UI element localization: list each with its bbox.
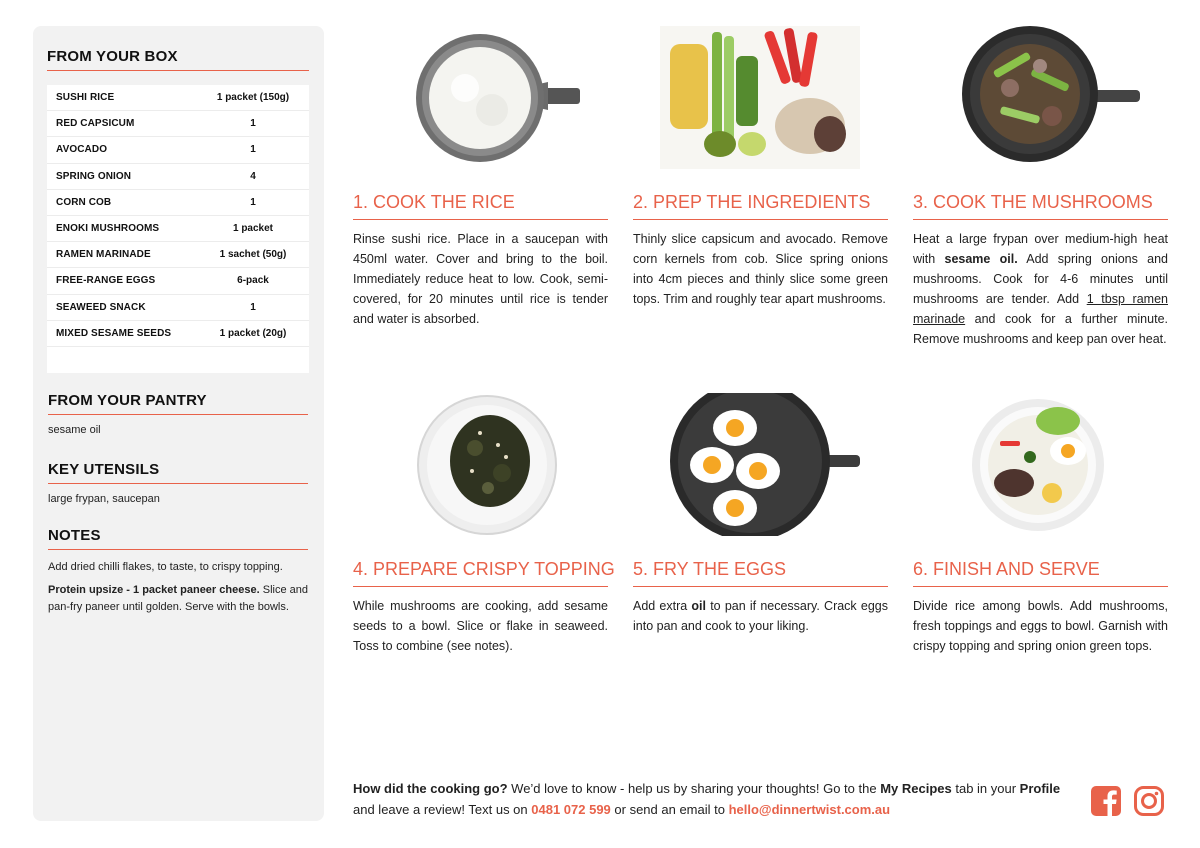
pantry-items: sesame oil (48, 424, 101, 436)
ingredient-name: SEAWEED SNACK (56, 301, 146, 313)
ingredient-quantity: 4 (250, 170, 256, 182)
ingredient-row (47, 242, 309, 268)
text-segment: Rinse sushi rice. Place in a saucepan with 450ml water. Cover and bring to the boil. Immediately reduce heat to low. Cook, semi-covered, for 20 minutes until rice is tender and water is absorbed. (353, 232, 608, 326)
ingredient-row (47, 137, 309, 163)
text-segment: Add extra (633, 599, 692, 613)
ingredient-quantity: 6-pack (237, 275, 269, 287)
ingredient-name: SPRING ONION (56, 170, 132, 182)
step-5-text (633, 596, 888, 636)
from-your-box-title: FROM YOUR BOX (47, 48, 309, 71)
ingredient-quantity: 1 packet (232, 223, 274, 235)
ingredient-row (47, 85, 309, 111)
text-segment: or send an email to (610, 802, 729, 817)
text-segment: oil (691, 599, 707, 613)
text-segment: and cook for a further minute. Remove mushrooms and keep pan over heat. (913, 312, 1168, 346)
ingredient-name: ENOKI MUSHROOMS (56, 223, 160, 235)
note-chilli: Add dried chilli flakes, to taste, to crispy topping. (48, 561, 283, 573)
ingredient-quantity: 1 packet (20g) (219, 327, 287, 339)
text-segment: Thinly slice capsicum and avocado. Remove corn kernels from cob. Slice spring onions into 4cm pieces and thinly slice some green tops. Trim and roughly tear apart mushrooms. (633, 232, 888, 306)
step-3-text (913, 229, 1168, 349)
feedback-footer (353, 778, 1078, 820)
ingredient-name: MIXED SESAME SEEDS (56, 327, 172, 339)
ingredient-quantity: 1 sachet (50g) (219, 249, 287, 261)
ingredient-row (47, 111, 309, 137)
ingredient-row (47, 268, 309, 294)
step-4-title: 4. PREPARE CRISPY TOPPING (353, 559, 608, 587)
ingredients-table (47, 85, 309, 373)
step-3-title: 3. COOK THE MUSHROOMS (913, 192, 1168, 220)
ingredient-quantity: 1 (250, 196, 256, 208)
finished-bowl-image (940, 393, 1140, 536)
ingredient-row (47, 190, 309, 216)
ingredient-name: FREE-RANGE EGGS (56, 275, 156, 287)
step-2-title: 2. PREP THE INGREDIENTS (633, 192, 888, 220)
note-protein-heading: Protein upsize - 1 packet paneer cheese. (48, 584, 260, 596)
text-segment: How did the cooking go? (353, 781, 508, 796)
ingredient-name: CORN COB (56, 196, 112, 208)
rice-in-saucepan-image (380, 26, 580, 169)
mushrooms-in-frypan-image (940, 26, 1140, 169)
step-2-text (633, 229, 888, 309)
text-segment: Add spring onions and mushrooms. Cook for 4-6 minutes until mushrooms are tender. Add (913, 252, 1169, 306)
text-segment: 1 tbsp ramen marinade (913, 292, 1168, 326)
ingredient-quantity: 1 (250, 144, 256, 156)
note-protein-upsize (48, 582, 308, 616)
key-utensils-title: KEY UTENSILS (48, 461, 308, 484)
text-segment: While mushrooms are cooking, add sesame seeds to a bowl. Slice or flake in seaweed. Toss to combine (see notes). (353, 599, 608, 653)
step-6-text (913, 596, 1168, 656)
contact-link[interactable]: hello@dinnertwist.com.au (728, 802, 891, 817)
instagram-icon[interactable] (1133, 785, 1165, 817)
text-segment: to pan if necessary. Crack eggs into pan and cook to your liking. (633, 599, 888, 633)
seaweed-topping-bowl-image (380, 393, 580, 536)
text-segment: and leave a review! Text us on (353, 802, 532, 817)
text-segment: sesame oil. (944, 252, 1018, 266)
ingredient-quantity: 1 (250, 118, 256, 130)
ingredient-row (47, 216, 309, 242)
step-1-title: 1. COOK THE RICE (353, 192, 608, 220)
utensils-list: large frypan, saucepan (48, 493, 160, 505)
text-segment: My Recipes (880, 781, 952, 796)
note-protein-text: Slice and pan-fry paneer until golden. Serve with the bowls. (48, 584, 309, 613)
text-segment: Profile (1019, 781, 1061, 796)
ingredient-row (47, 321, 309, 347)
step-4-text (353, 596, 608, 656)
ingredient-row (47, 295, 309, 321)
sidebar (33, 26, 324, 821)
contact-link[interactable]: 0481 072 599 (531, 802, 611, 817)
chopped-vegetables-image (660, 26, 860, 169)
ingredient-quantity: 1 packet (150g) (216, 92, 290, 104)
facebook-icon[interactable] (1090, 785, 1122, 817)
eggs-in-frypan-image (660, 393, 860, 536)
ingredient-name: AVOCADO (56, 144, 108, 156)
step-1-text (353, 229, 608, 329)
ingredient-row (47, 164, 309, 190)
step-6-title: 6. FINISH AND SERVE (913, 559, 1168, 587)
ingredient-name: RED CAPSICUM (56, 118, 135, 130)
ingredient-name: SUSHI RICE (56, 92, 115, 104)
notes-title: NOTES (48, 527, 308, 550)
text-segment: Divide rice among bowls. Add mushrooms, fresh toppings and eggs to bowl. Garnish with crispy topping and spring onion green tops. (913, 599, 1168, 653)
ingredient-quantity: 1 (250, 301, 256, 313)
text-segment: We’d love to know - help us by sharing your thoughts! Go to the (507, 781, 881, 796)
step-5-title: 5. FRY THE EGGS (633, 559, 888, 587)
from-your-pantry-title: FROM YOUR PANTRY (48, 392, 308, 415)
ingredient-name: RAMEN MARINADE (56, 249, 151, 261)
notes-body (48, 559, 308, 622)
text-segment: Heat a large frypan over medium-high heat with (913, 232, 1168, 266)
text-segment: tab in your (951, 781, 1020, 796)
